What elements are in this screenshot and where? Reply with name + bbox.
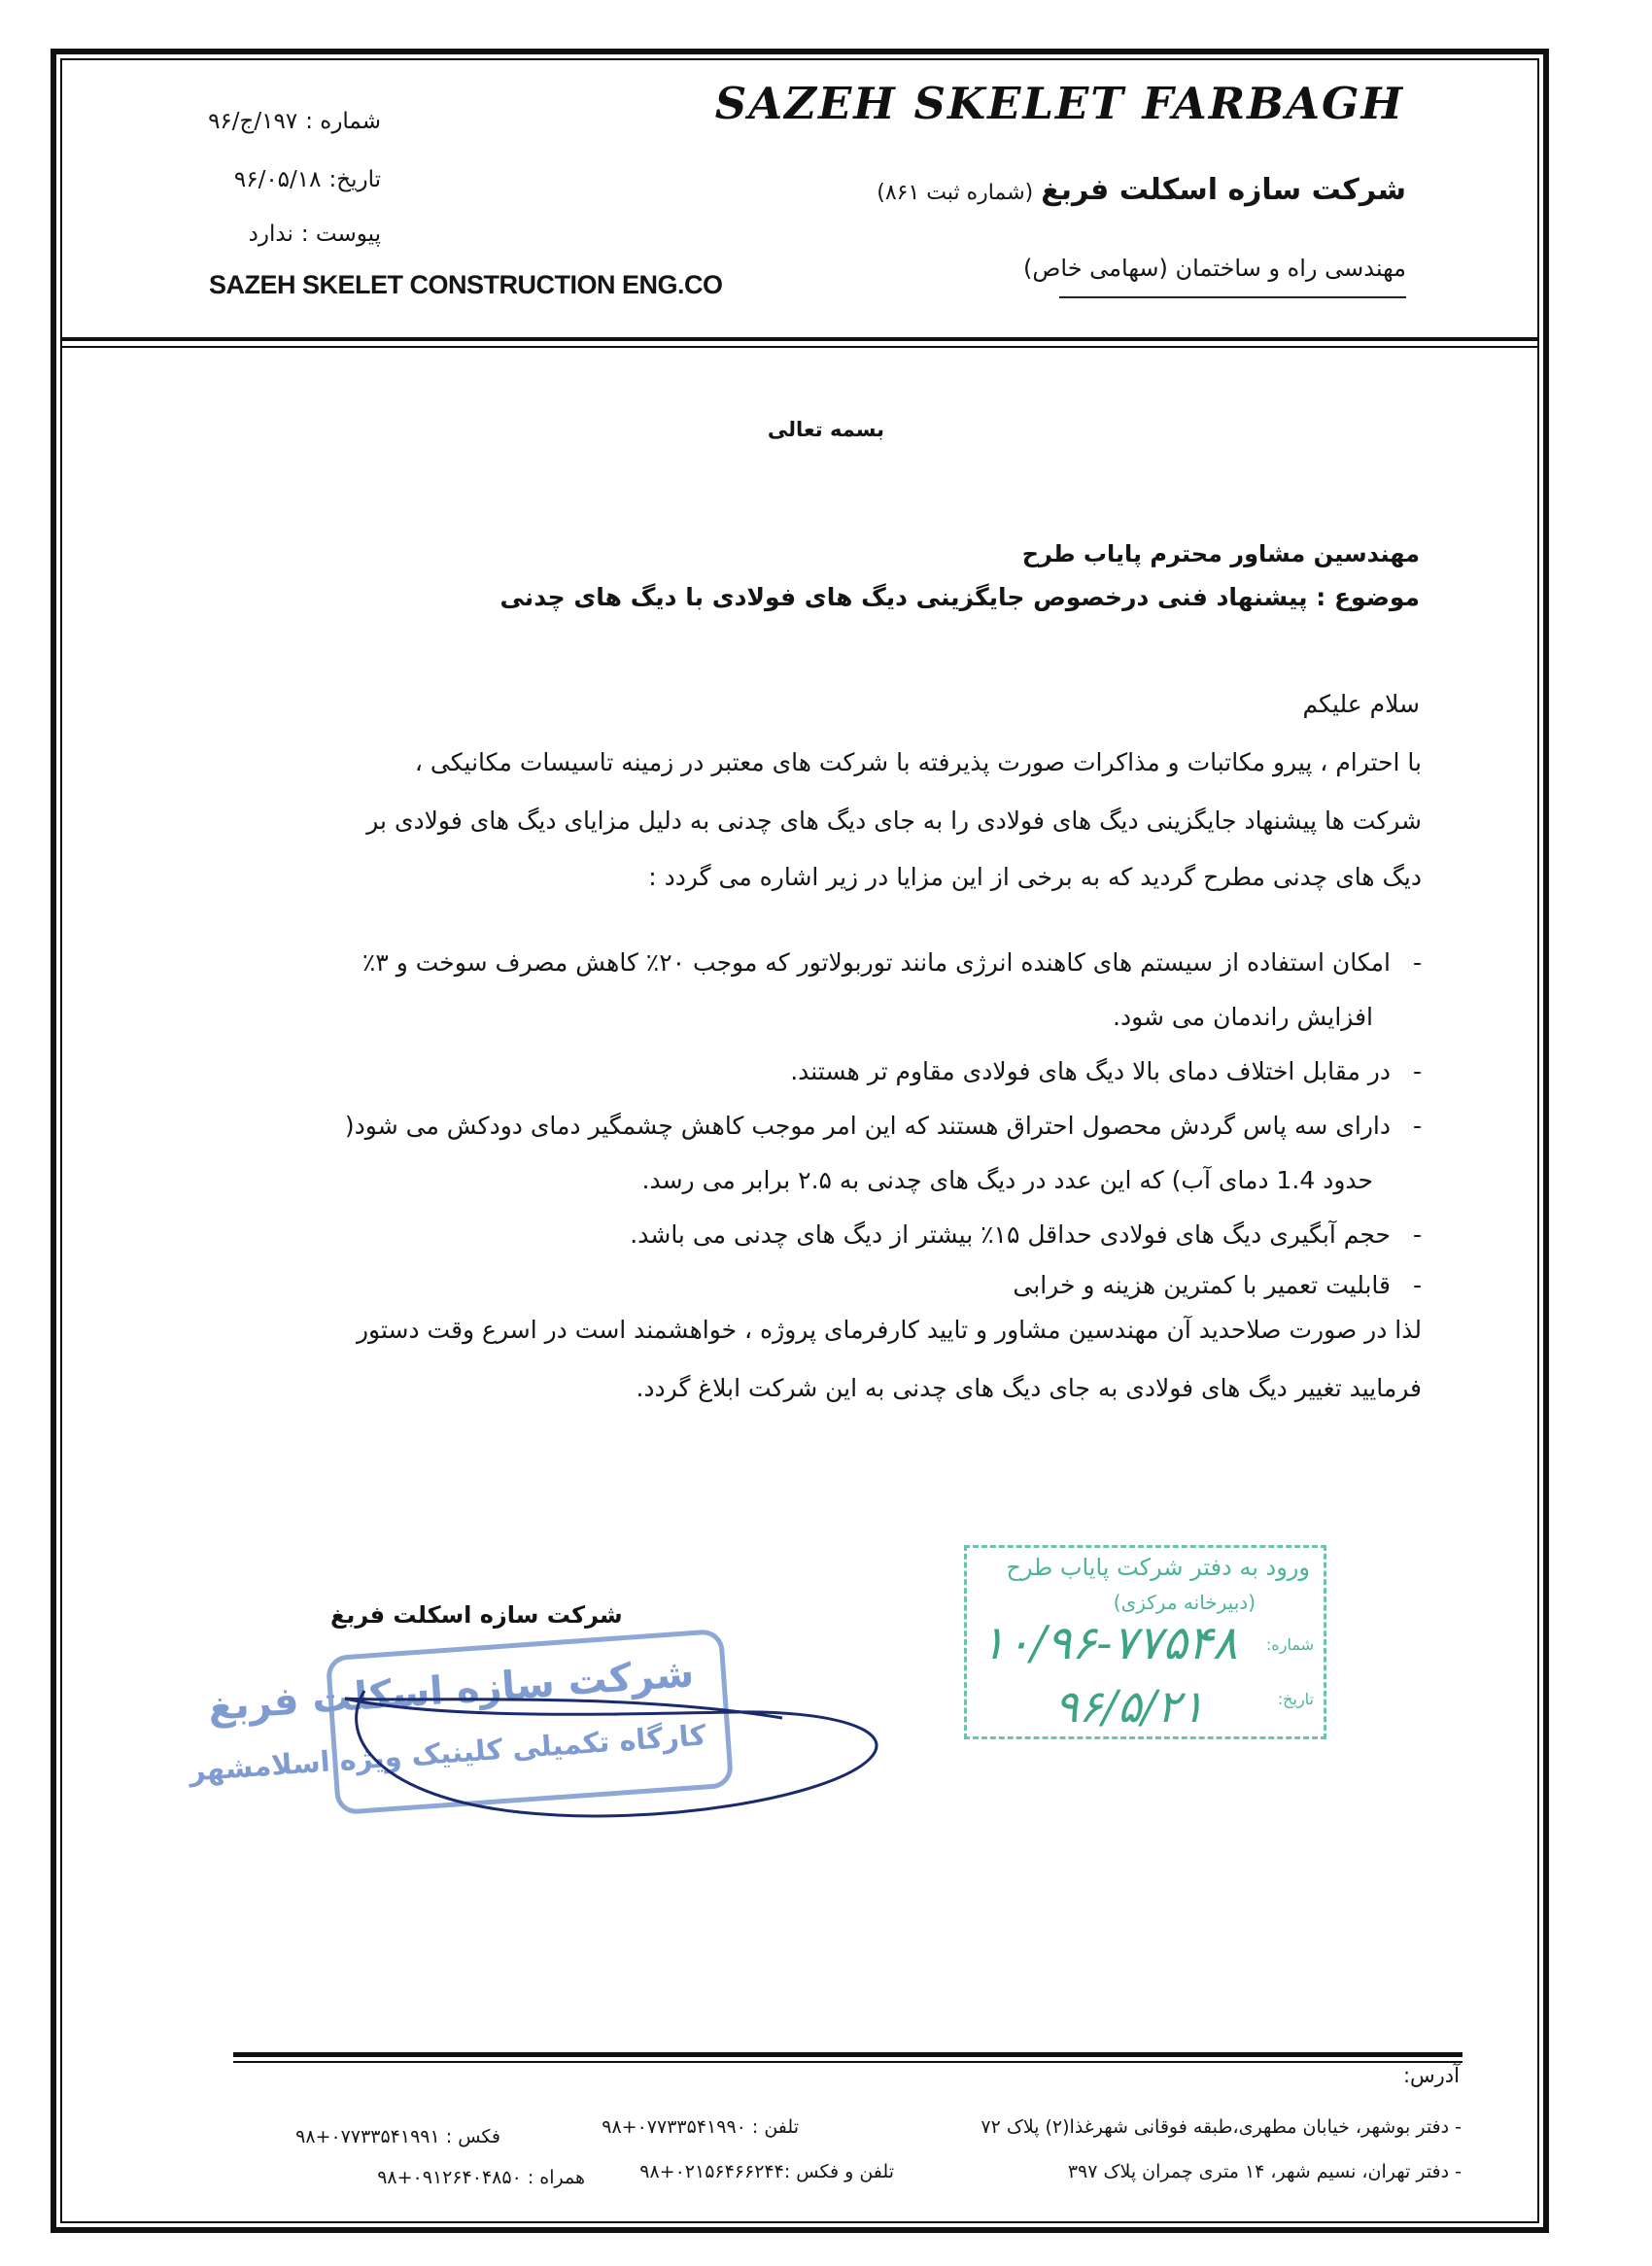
- company-type-underline: [1059, 296, 1406, 298]
- bullet-dash: -: [1412, 1057, 1422, 1085]
- bullet-dash: -: [1412, 1271, 1422, 1299]
- footer-divider-thin: [233, 2061, 1463, 2063]
- bullet-item: [1013, 1271, 1422, 1299]
- receipt-stamp: [964, 1545, 1326, 1739]
- meta-date-value: ۹۶/۰۵/۱۸: [233, 167, 322, 192]
- meta-attachment-value: ندارد: [248, 222, 293, 247]
- meta-number-value: ۱۹۷/ج/۹۶: [208, 109, 298, 134]
- bullet-dash: -: [1412, 1112, 1422, 1140]
- company-name-line: [877, 173, 1406, 207]
- bullet-item: [630, 1220, 1422, 1249]
- phone-fax-tehran: تلفن و فکس :۰۲۱۵۶۴۶۶۲۴۴+۹۸: [639, 2161, 894, 2182]
- meta-attachment-label: پیوست :: [300, 222, 381, 247]
- handwritten-signature: [326, 1652, 909, 1846]
- address-tehran: - دفتر تهران، نسیم شهر، ۱۴ متری چمران پلاک ۳۹۷: [1067, 2161, 1462, 2182]
- receipt-stamp-subtitle: (دبیرخانه مرکزی): [1113, 1591, 1256, 1614]
- meta-attachment: [249, 222, 381, 247]
- greeting: سلام علیکم: [1302, 690, 1420, 718]
- closing-line: لذا در صورت صلاحدید آن مهندسین مشاور و تایید کارفرمای پروژه ، خواهشمند است در اسرع وقت دستور: [356, 1316, 1422, 1344]
- bullet-text: حجم آبگیری دیگ های فولادی حداقل ۱۵٪ بیشتر از دیگ های چدنی می باشد.: [630, 1220, 1391, 1249]
- bullet-text: دارای سه پاس گردش محصول احتراق هستند که این امر موجب کاهش چشمگیر دمای دودکش می شود(: [344, 1112, 1391, 1140]
- company-stamp-line2: کارگاه تکمیلی کلینیک ویژه اسلامشهر: [188, 1718, 707, 1788]
- company-name-en: SAZEH SKELET CONSTRUCTION ENG.CO: [209, 270, 723, 299]
- receipt-number-value: ۱۰/۹۶-۷۷۵۴۸: [981, 1616, 1238, 1670]
- page-border-inner: [60, 58, 1539, 2223]
- recipient: مهندسین مشاور محترم پایاب طرح: [1021, 540, 1420, 567]
- header-divider-thick: [60, 337, 1539, 341]
- address-title: آدرس:: [1402, 2064, 1460, 2087]
- mobile-tehran: همراه : ۰۹۱۲۶۴۰۴۸۵۰+۹۸: [377, 2167, 585, 2188]
- intro-line: شرکت ها پیشنهاد جایگزینی دیگ های فولادی را به جای دیگ های چدنی به دلیل مزایای دیگ های فولادی بر: [366, 807, 1422, 835]
- bullet-item: [345, 1112, 1422, 1140]
- bullet-item: [362, 948, 1422, 977]
- company-type: مهندسی راه و ساختمان (سهامی خاص): [1023, 255, 1406, 282]
- registration-number: (شماره ثبت ۸۶۱): [877, 181, 1034, 205]
- meta-number: [208, 109, 381, 134]
- receipt-number-label: شماره:: [1265, 1635, 1314, 1654]
- bullet-dash: -: [1412, 948, 1422, 977]
- bullet-item: [790, 1057, 1422, 1085]
- subject-line: موضوع : پیشنهاد فنی درخصوص جایگزینی دیگ های فولادی با دیگ های چدنی: [499, 583, 1420, 611]
- receipt-date-label: تاریخ:: [1277, 1690, 1314, 1708]
- intro-line: دیگ های چدنی مطرح گردید که به برخی از این مزایا در زیر اشاره می گردد :: [648, 863, 1422, 891]
- bullet-continuation: حدود 1.4 دمای آب) که این عدد در دیگ های چدنی به ۲.۵ برابر می رسد.: [641, 1166, 1373, 1194]
- bullet-text: امکان استفاده از سیستم های کاهنده انرژی مانند توربولاتور که موجب ۲۰٪ کاهش مصرف سوخت و ۳٪: [361, 948, 1391, 977]
- bullet-continuation: افزایش راندمان می شود.: [1113, 1003, 1373, 1031]
- meta-number-label: شماره :: [305, 109, 381, 134]
- brand-logotype: SAZEH SKELET FARBAGH: [714, 78, 1404, 129]
- bullet-dash: -: [1412, 1220, 1422, 1249]
- bullet-text: در مقابل اختلاف دمای بالا دیگ های فولادی مقاوم تر هستند.: [790, 1057, 1391, 1085]
- phone-bushehr: تلفن : ۰۷۷۳۳۵۴۱۹۹۰+۹۸: [602, 2116, 799, 2138]
- header-divider-thin: [60, 346, 1539, 348]
- closing-line: فرمایید تغییر دیگ های فولادی به جای دیگ های چدنی به این شرکت ابلاغ گردد.: [636, 1374, 1422, 1402]
- company-stamp-line1: شرکت سازه اسکلت فربغ: [206, 1651, 696, 1730]
- fax-bushehr: فکس : ۰۷۷۳۳۵۴۱۹۹۱+۹۸: [295, 2126, 500, 2147]
- receipt-stamp-title: ورود به دفتر شرکت پایاب طرح: [1006, 1554, 1310, 1581]
- intro-line: با احترام ، پیرو مکاتبات و مذاکرات صورت پذیرفته با شرکت های معتبر در زمینه تاسیسات مکانیکی ،: [414, 748, 1422, 776]
- basmala: بسمه تعالی: [767, 418, 885, 441]
- signature-company: شرکت سازه اسکلت فربغ: [330, 1601, 623, 1629]
- footer-divider-thick: [233, 2052, 1463, 2057]
- address-bushehr: - دفتر بوشهر، خیابان مطهری،طبقه فوقانی شهرغذا(۲) پلاک ۷۲: [981, 2116, 1462, 2138]
- meta-date-label: تاریخ:: [328, 167, 381, 192]
- company-name-fa: شرکت سازه اسکلت فربغ: [1041, 173, 1406, 207]
- meta-date: [234, 167, 381, 192]
- bullet-text: قابلیت تعمیر با کمترین هزینه و خرابی: [1013, 1271, 1391, 1299]
- receipt-date-value: ۹۶/۵/۲۱: [1054, 1680, 1205, 1733]
